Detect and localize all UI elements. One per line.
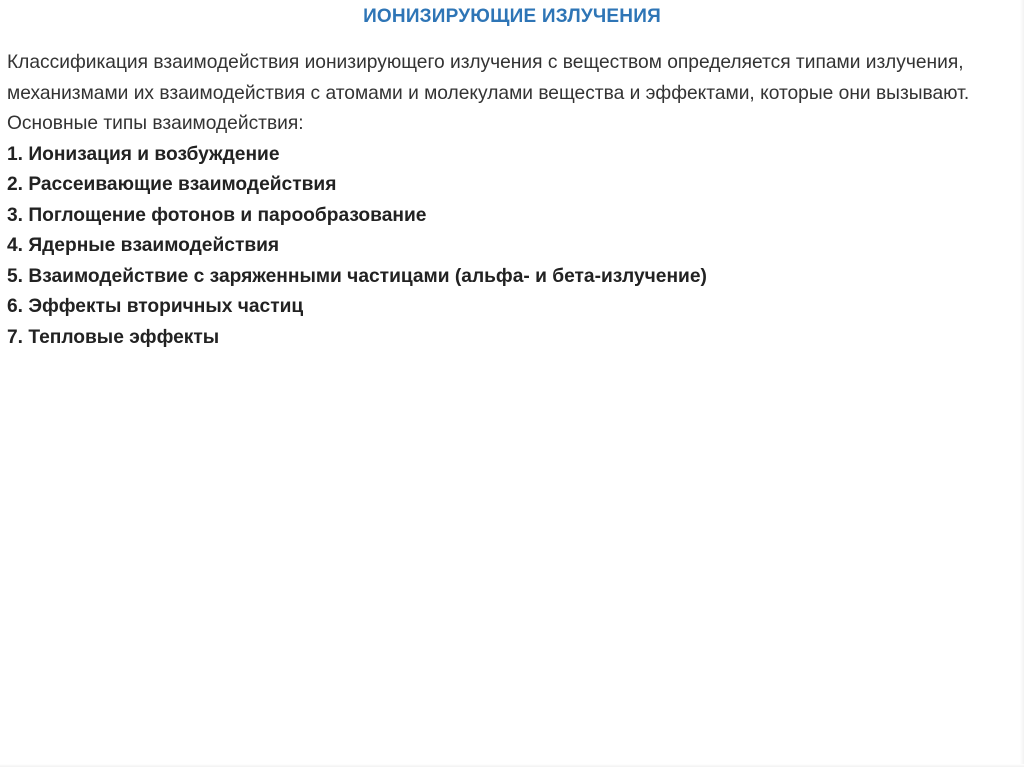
list-item: 1. Ионизация и возбуждение: [7, 143, 280, 165]
list-item: 5. Взаимодействие с заряженными частицами (альфа- и бета-излучение): [7, 265, 707, 287]
slide-content: [7, 48, 1012, 353]
list-item: 7. Тепловые эффекты: [7, 326, 220, 348]
frame-edge-right: [1020, 0, 1024, 767]
list-item: 2. Рассеивающие взаимодействия: [7, 174, 337, 195]
list-item: 6. Эффекты вторичных частиц: [7, 296, 304, 317]
list-item: 3. Поглощение фотонов и парообразование: [7, 204, 427, 226]
interaction-types-list: [7, 140, 1012, 354]
slide-title: ИОНИЗИРУЮЩИЕ ИЗЛУЧЕНИЯ: [363, 6, 661, 27]
intro-paragraph: Классификация взаимодействия ионизирующего излучения с веществом определяется типами излучения, механизмами их взаимодействия с атомами и молекулами вещества и эффектами, которые они вызывают. Основные типы взаимодействия:: [7, 52, 970, 134]
list-item: 4. Ядерные взаимодействия: [7, 235, 280, 256]
